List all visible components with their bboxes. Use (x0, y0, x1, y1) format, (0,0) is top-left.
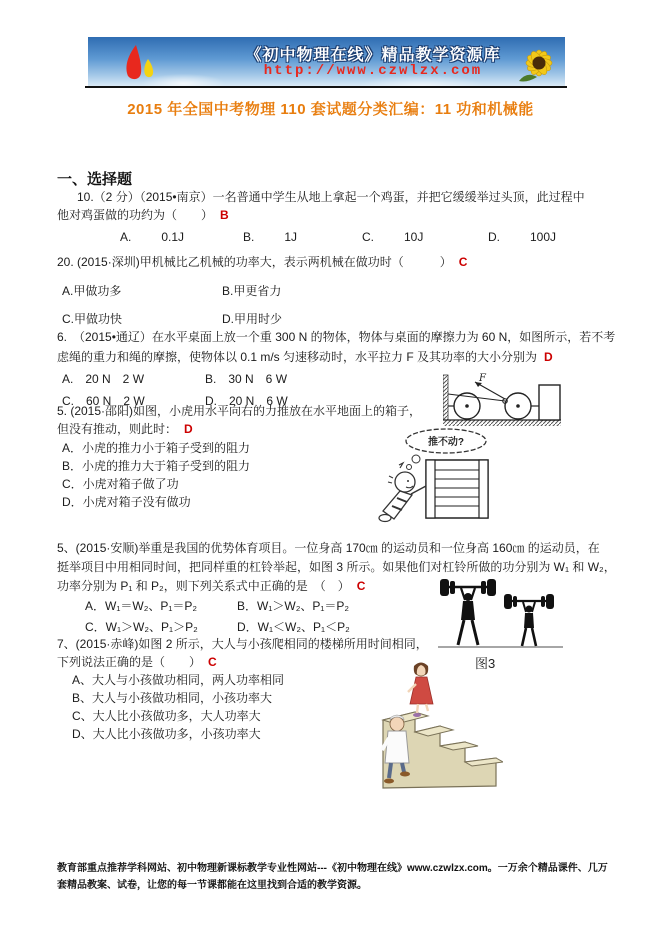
answer-badge: C (208, 655, 217, 669)
option-value: 0.1J (161, 230, 185, 244)
question-stem: 挺举项目中用相同时间，把同样重的杠铃举起，如图 3 所示。如果他们对杠铃所做的功分别为 W₁ 和 W₂， (57, 560, 616, 574)
option-value: 1J (284, 230, 298, 244)
option-c: C．W₁＞W₂、P₁＞P₂ (85, 620, 198, 634)
option-a (120, 230, 184, 245)
site-banner (88, 37, 565, 86)
option-label: C. (362, 230, 374, 244)
option-c (362, 230, 423, 245)
pulley-diagram-figure (443, 372, 571, 428)
banner-divider (85, 86, 567, 88)
site-title: 《初中物理在线》精品教学资源库 (245, 47, 501, 64)
stem-text: 20. (2015·深圳)甲机械比乙机械的功率大，表示两机械在做功时（ ） (57, 255, 452, 269)
page-title: 2015 年全国中考物理 110 套试题分类汇编：11 功和机械能 (127, 101, 534, 118)
option-d: D.甲用时少 (222, 312, 283, 326)
option-c: C. 60 N 2 W (62, 394, 145, 408)
answer-badge: C (356, 579, 366, 593)
option-b: B. 30 N 6 W (205, 372, 288, 386)
option-a: A．小虎的推力小于箱子受到的阻力 (62, 441, 251, 455)
question-stem (57, 255, 467, 270)
option-a: A.甲做功多 (62, 284, 122, 298)
question-stem: 7、(2015·赤峰)如图 2 所示，大人与小孩爬相同的楼梯所用时间相同， (57, 637, 428, 651)
question-stem (57, 655, 217, 670)
answer-badge: C (458, 255, 468, 269)
question-stem (57, 350, 553, 365)
thought-bubble-text: 推不动? (427, 437, 465, 448)
crate-pushing-cartoon-figure (376, 428, 494, 526)
figure-3-caption: 图3 (475, 656, 496, 671)
option-d: D、大人比小孩做功多，小孩功率大 (72, 727, 261, 741)
option-d (488, 230, 556, 245)
option-d: D. 20 N 6 W (205, 394, 288, 408)
option-value: 10J (404, 230, 424, 244)
option-label: D. (488, 230, 500, 244)
option-b: B．小虎的推力大于箱子受到的阻力 (62, 459, 251, 473)
stem-text: 功率分别为 P₁ 和 P₂，则下列关系式中正确的是 （ ） (57, 579, 350, 593)
question-stem: 5、(2015·安顺)举重是我国的优势体育项目。一位身高 170㎝ 的运动员和一位身高 160㎝ 的运动员，在 (57, 541, 600, 555)
stem-text: 虑绳的重力和绳的摩擦，使物体以 0.1 m/s 匀速移动时，水平拉力 F 及其功率的大小分别为 (57, 350, 538, 364)
force-label: F (479, 373, 486, 384)
option-b: B、大人与小孩做功相同，小孩功率大 (72, 691, 273, 705)
option-c: C.甲做功快 (62, 312, 123, 326)
stairs-climbing-figure (358, 658, 503, 793)
answer-badge: D (184, 422, 193, 436)
option-value: 100J (530, 230, 557, 244)
question-stem: 5. (2015·邵阳)如图，小虎用水平向右的力推放在水平地面上的箱子， (57, 404, 422, 418)
answer-badge: B (220, 208, 229, 222)
stem-text: 下列说法正确的是（ ） (57, 655, 202, 669)
site-url-link[interactable]: http://www.czwlzx.com (263, 63, 483, 79)
option-b (243, 230, 297, 245)
option-a: A、大人与小孩做功相同，两人功率相同 (72, 673, 285, 687)
option-label: A. (120, 230, 132, 244)
option-b: B．W₁＞W₂、P₁＝P₂ (237, 599, 350, 613)
option-d: D．W₁＜W₂、P₁＜P₂ (237, 620, 350, 634)
stem-text: 他对鸡蛋做的功约为（ ） (57, 208, 214, 222)
stem-text: 但没有推动，则此时： (57, 422, 178, 436)
question-stem (57, 422, 193, 437)
option-a: A．W₁＝W₂、P₁＝P₂ (85, 599, 198, 613)
question-stem: 10.（2 分）（2015•南京）一名普通中学生从地上拿起一个鸡蛋，并把它缓缓举过头顶，此过程中 (77, 190, 585, 204)
question-stem (57, 208, 229, 223)
section-heading: 一、选择题 (57, 171, 133, 188)
footer-text: 教育部重点推荐学科网站、初中物理新课标教学专业性网站---《初中物理在线》www.czwlzx.com。一万余个精品课件、几万套精品教案、试卷，让您的每一节课都能在这里找到合适的教学资源。 (57, 863, 608, 891)
option-c: C．小虎对箱子做了功 (62, 477, 179, 491)
option-b: B.甲更省力 (222, 284, 282, 298)
option-a: A. 20 N 2 W (62, 372, 145, 386)
answer-badge: D (544, 350, 553, 364)
question-stem (57, 579, 365, 594)
sunflower-image (513, 45, 559, 85)
option-d: D．小虎对箱子没有做功 (62, 495, 191, 509)
question-stem: 6. （2015•通辽）在水平桌面上放一个重 300 N 的物体，物体与桌面的摩擦力为 60 N，如图所示，若不考 (57, 330, 616, 344)
weightlifters-figure (438, 577, 563, 652)
site-logo-flame-icon (118, 43, 162, 83)
option-c: C、大人比小孩做功多，大人功率大 (72, 709, 261, 723)
option-label: B. (243, 230, 255, 244)
